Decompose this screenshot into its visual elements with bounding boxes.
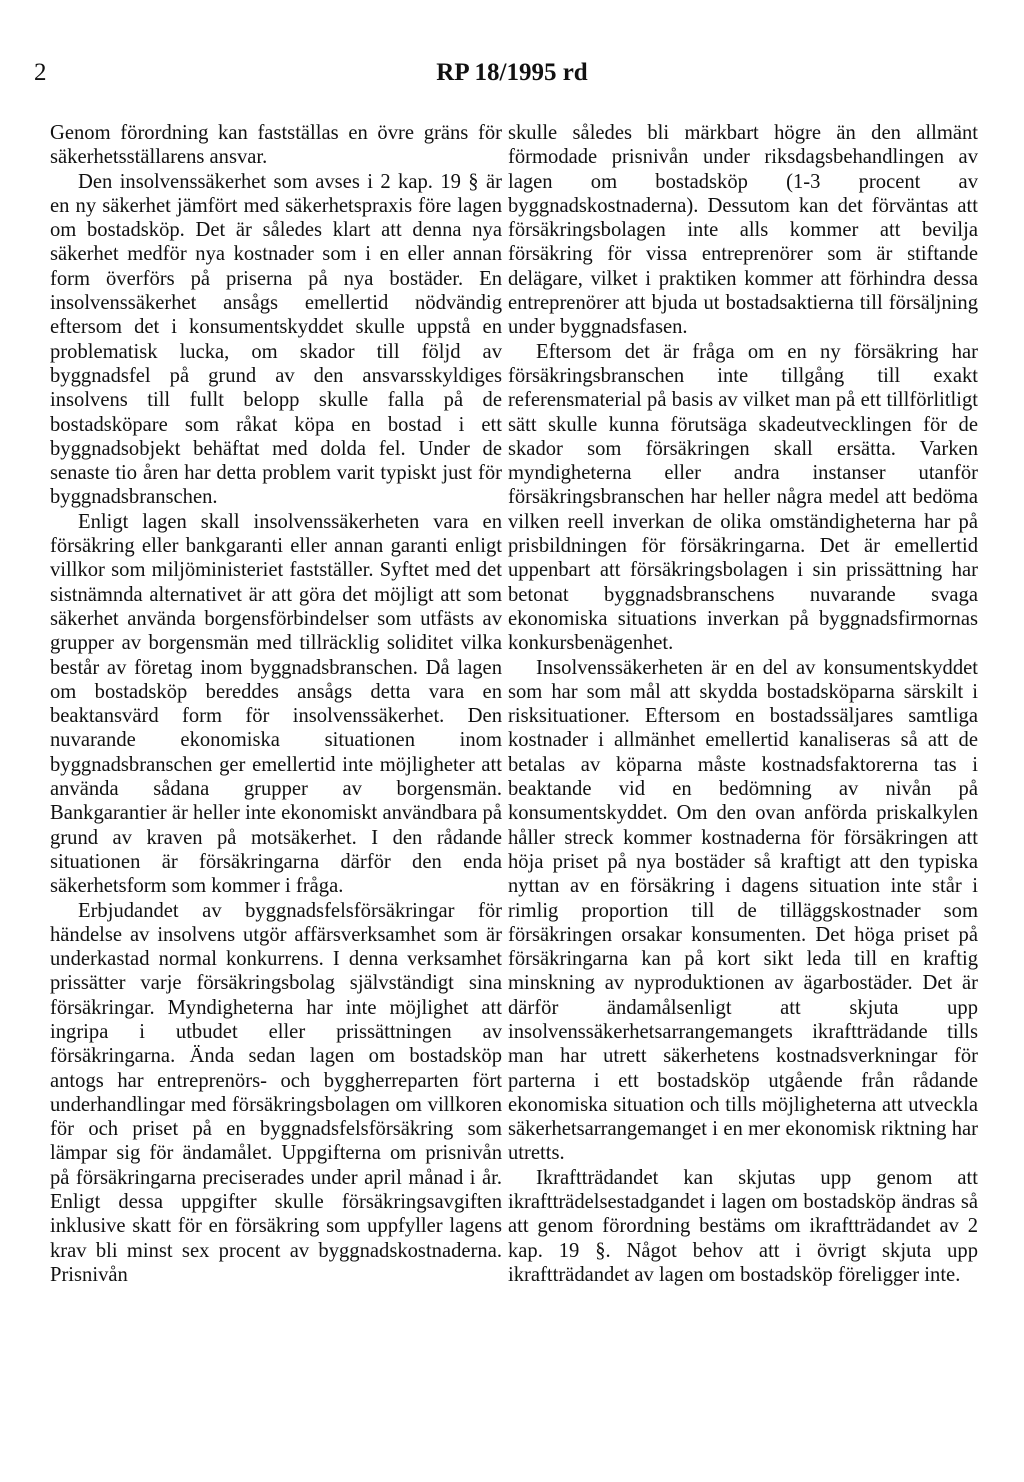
page-number: 2 (34, 59, 47, 86)
left-column (50, 121, 502, 1287)
paragraph: Genom förordning kan fastställas en övre gräns för säkerhetsställarens ansvar. (50, 122, 502, 169)
paragraph: Eftersom det är fråga om en ny försäkring har försäkringsbranschen inte tillgång till exakt referensmaterial på basis av vilket man på ett tillförlitligt sätt skulle kunna förutsäga skadeutvecklingen för de skador som försäkringen skall ersätta. Varken myndigheterna eller andra instanser utanför försäkringsbranschen har heller några medel att bedöma vilken reell inverkan de olika omständigheterna har på prisbildningen för försäkringarna. Det är emellertid uppenbart att försäkringsbolagen i sin prissättning har betonat byggnadsbranschens nuvarande svaga ekonomiska situations inverkan på byggnadsfirmornas konkursbenägenhet. (508, 340, 978, 655)
right-column (508, 121, 978, 1287)
paragraph: Erbjudandet av byggnadsfelsförsäkringar för händelse av insolvens utgör affärsverksamhet som är underkastad normal konkurrens. I denna verksamhet prissätter varje försäkringsbolag självständigt sina försäkringar. Myndigheterna har inte möjlighet att ingripa i utbudet eller prissättningen av försäkringarna. Ända sedan lagen om bostadsköp antogs har entreprenörs- och byggherreparten fört underhandlingar med försäkringsbolagen om villkoren för och priset på en byggnadsfelsförsäkring som lämpar sig för ändamålet. Uppgifterna om prisnivån på försäkringarna preciserades under april månad i år. Enligt dessa uppgifter skulle försäkringsavgiften inklusive skatt för en försäkring som uppfyller lagens krav bli minst sex procent av byggnadskostnaderna. Prisnivån (50, 899, 502, 1286)
paragraph: Insolvenssäkerheten är en del av konsumentskyddet som har som mål att skydda bostadsköparna särskilt i risksituationer. Eftersom en bostadssäljares samtliga kostnader i allmänhet emellertid kanaliseras så att de betalas av köparna måste kostnadsfaktorerna tas i beaktande vid en bedömning av nivån på konsumentskyddet. Om den ovan anförda priskalkylen håller streck kommer kostnaderna för försäkringen att höja priset på nya bostäder så kraftigt att den typiska nyttan av en försäkring i dagens situation inte står i rimlig proportion till de tilläggskostnader som försäkringen orsakar konsumenten. Det höga priset på försäkringarna kan på kort sikt leda till en kraftig minskning av nyproduktionen av ägarbostäder. Det är därför ändamålsenligt att skjuta upp insolvenssäkerhetsarrangemangets ikraftträdande tills man har utrett säkerhetens kostnadsverkningar för parterna i ett bostadsköp utgående från rådande ekonomiska situation och tills möjligheterna att utveckla säkerhetsarrangemanget i en mer ekonomisk riktning har utretts. (508, 656, 978, 1165)
paragraph: Enligt lagen skall insolvenssäkerheten vara en försäkring eller bankgaranti eller annan garanti enligt villkor som miljöministeriet fastställer. Syftet med det sistnämnda alternativet är att göra det möjligt att som säkerhet använda borgensförbindelser som utfästs av grupper av borgensmän med tillräcklig soliditet vilka består av företag inom byggnadsbranschen. Då lagen om bostadsköp bereddes ansågs detta vara en beaktansvärd form för insolvenssäkerhet. Den nuvarande ekonomiska situationen inom byggnadsbranschen ger emellertid inte möjligheter att använda sådana grupper av borgensmän. Bankgarantier är heller inte ekonomiskt användbara på grund av kraven på motsäkerhet. I den rådande situationen är försäkringarna därför den enda säkerhetsform som kommer i fråga. (50, 510, 502, 898)
paragraph: Den insolvenssäkerhet som avses i 2 kap. 19 § är en ny säkerhet jämfört med säkerhetspraxis före lagen om bostadsköp. Det är således klart att denna nya säkerhet medför nya kostnader som i en eller annan form överförs på priserna på nya bostäder. En insolvenssäkerhet ansågs emellertid nödvändig eftersom det i konsumentskyddet skulle uppstå en problematisk lucka, om skador till följd av byggnadsfel på grund av den ansvarsskyldiges insolvens till fullt belopp skulle falla på de bostadsköpare som råkat köpa en bostad i ett byggnadsobjekt behäftat med dolda fel. Under de senaste tio åren har detta problem varit typiskt just för byggnadsbranschen. (50, 170, 502, 509)
running-head: RP 18/1995 rd (436, 59, 588, 86)
paragraph: skulle således bli märkbart högre än den allmänt förmodade prisnivån under riksdagsbehandlingen av lagen om bostadsköp (1-3 procent av byggnadskostnaderna). Dessutom kan det förväntas att försäkringsbolagen inte alls kommer att bevilja försäkring för vissa entreprenörer som är stiftande delägare, vilket i praktiken kommer att förhindra dessa entreprenörer att bjuda ut bostadsaktierna till försäljning under byggnadsfasen. (508, 122, 978, 339)
paragraph: Ikraftträdandet kan skjutas upp genom att ikraftträdelsestadgandet i lagen om bostadsköp ändras så att genom förordning bestäms om ikraftträdandet av 2 kap. 19 §. Något behov att i övrigt skjuta upp ikraftträdandet av lagen om bostadsköp föreligger inte. (508, 1166, 978, 1286)
